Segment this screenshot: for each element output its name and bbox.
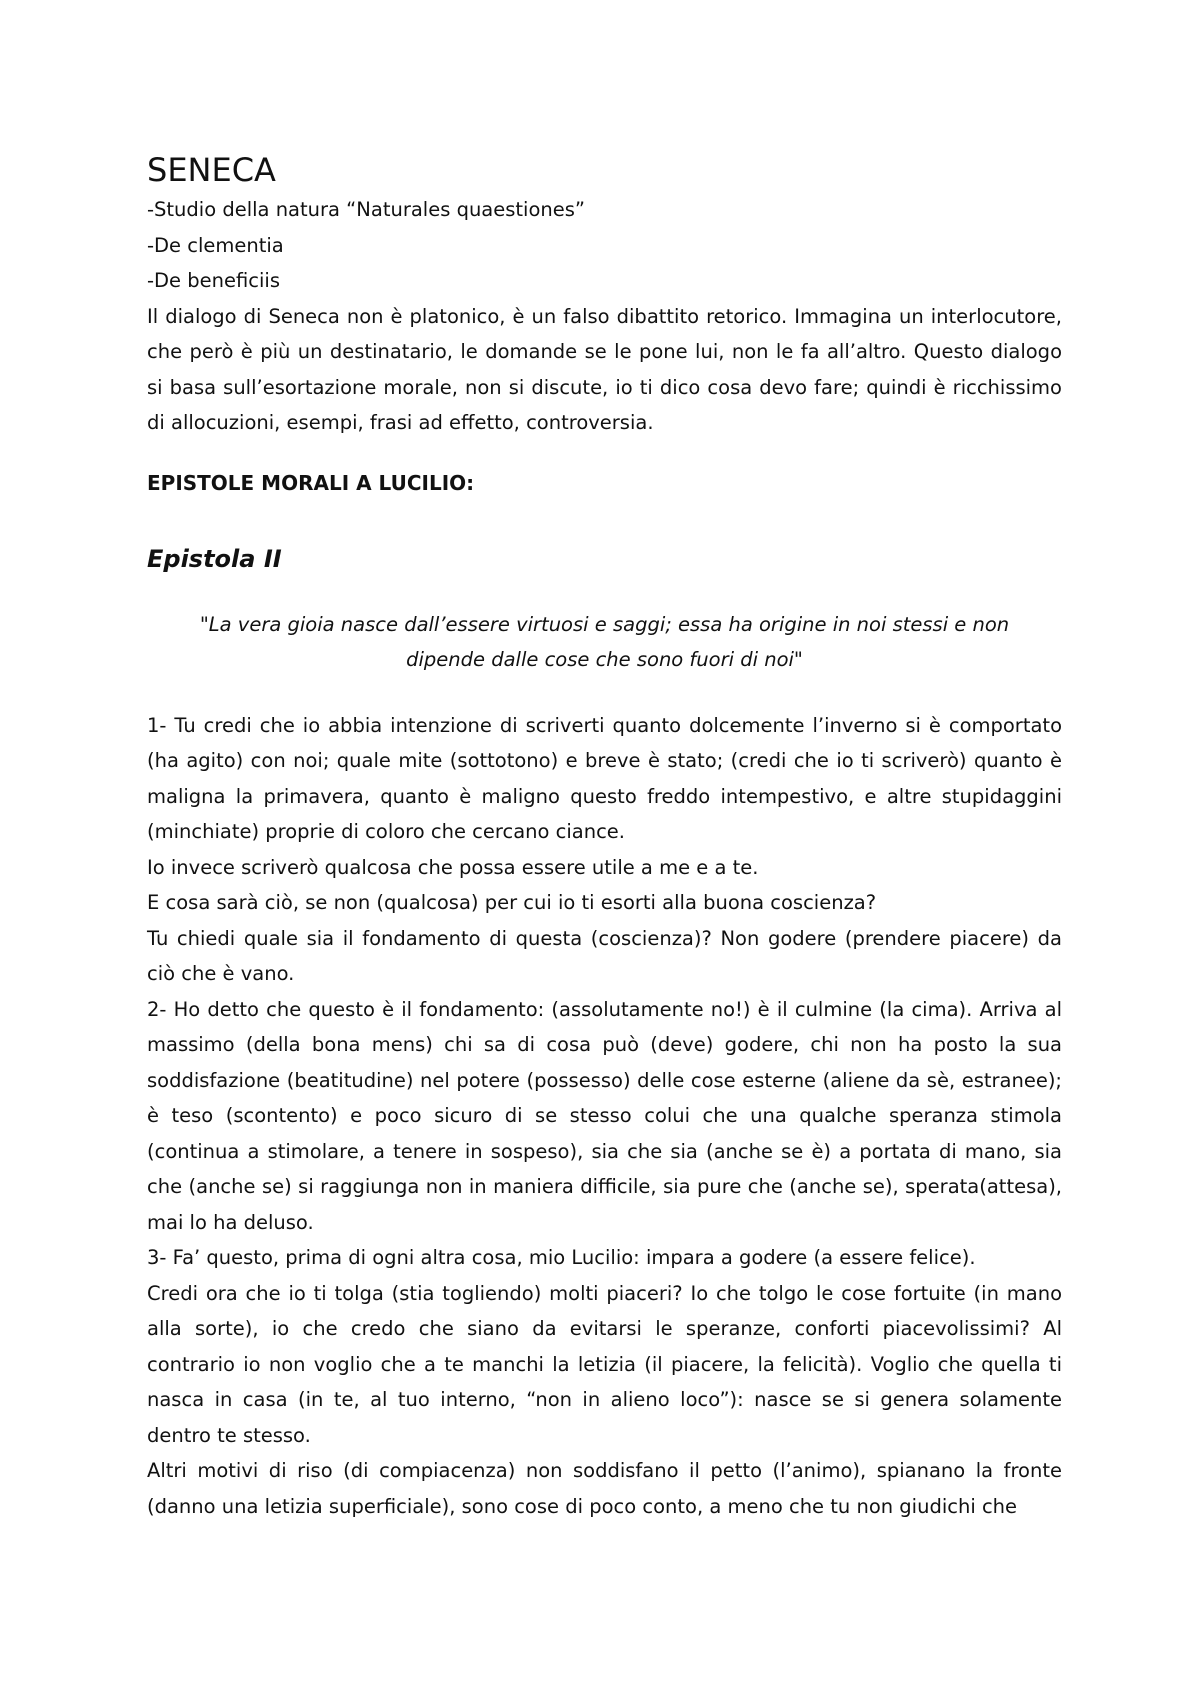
paragraph: Io invece scriverò qualcosa che possa essere utile a me e a te. xyxy=(147,855,759,879)
paragraph: 1- Tu credi che io abbia intenzione di scriverti quanto dolcemente l’inverno si è comportato (ha agito) con noi; quale mite (sottotono) e breve è stato; (credi che io ti scriverò) quanto è maligna la primavera, quanto è maligno questo freddo intempestivo, e altre stupidaggini (minchiate) proprie di coloro che cercano ciance. xyxy=(147,713,1062,843)
paragraph: Credi ora che io ti tolga (stia togliendo) molti piaceri? Io che tolgo le cose fortuite (in mano alla sorte), io che credo che siano da evitarsi le speranze, conforti piacevolissimi? Al contrario io non voglio che a te manchi la letizia (il piacere, la felicità). Voglio che quella ti nasca in casa (in te, al tuo interno, “non in alieno loco”): nasce se si genera solamente dentro te stesso. xyxy=(147,1281,1062,1447)
list-item: -Studio della natura “Naturales quaestiones” xyxy=(147,198,586,221)
paragraph: Altri motivi di riso (di compiacenza) non soddisfano il petto (l’animo), spianano la fronte (danno una letizia superficiale), sono cose di poco conto, a meno che tu non giudichi che xyxy=(147,1459,1062,1518)
document-title: SENECA xyxy=(147,151,276,189)
epistola-heading: Epistola II xyxy=(147,544,282,573)
list-item: -De clementia xyxy=(147,233,284,257)
section-heading: EPISTOLE MORALI A LUCILIO: xyxy=(147,470,475,495)
paragraph: E cosa sarà ciò, se non (qualcosa) per cui io ti esorti alla buona coscienza? xyxy=(147,891,877,914)
works-list xyxy=(147,192,1062,299)
letter-text xyxy=(147,708,1062,1525)
paragraph: Tu chiedi quale sia il fondamento di questa (coscienza)? Non godere (prendere piacere) da ciò che è vano. xyxy=(147,926,1062,985)
paragraph: 2- Ho detto che questo è il fondamento: (assolutamente no!) è il culmine (la cima). Arriva al massimo (della bona mens) chi sa di cosa può (deve) godere, chi non ha posto la sua soddisfazione (beatitudine) nel potere (possesso) delle cose esterne (aliene da sè, estranee); è teso (scontento) e poco sicuro di se stesso colui che una qualche speranza stimola (continua a stimolare, a tenere in sospeso), sia che sia (anche se è) a portata di mano, sia che (anche se) si raggiunga non in maniera difficile, sia pure che (anche se), sperata(attesa), mai lo ha deluso. xyxy=(147,997,1062,1234)
paragraph: 3- Fa’ questo, prima di ogni altra cosa, mio Lucilio: impara a godere (a essere felice). xyxy=(147,1246,976,1269)
intro-paragraph: Il dialogo di Seneca non è platonico, è un falso dibattito retorico. Immagina un interlocutore, che però è più un destinatario, le domande se le pone lui, non le fa all’altro. Questo dialogo si basa sull’esortazione morale, non si discute, io ti dico cosa devo fare; quindi è ricchissimo di allocuzioni, esempi, frasi ad effetto, controversia. xyxy=(147,304,1062,434)
document-body xyxy=(147,152,1062,1524)
epigraph-quote: "La vera gioia nasce dall’essere virtuosi e saggi; essa ha origine in noi stessi e non dipende dalle cose che sono fuori di noi" xyxy=(199,612,1010,671)
list-item: -De beneficiis xyxy=(147,269,280,292)
